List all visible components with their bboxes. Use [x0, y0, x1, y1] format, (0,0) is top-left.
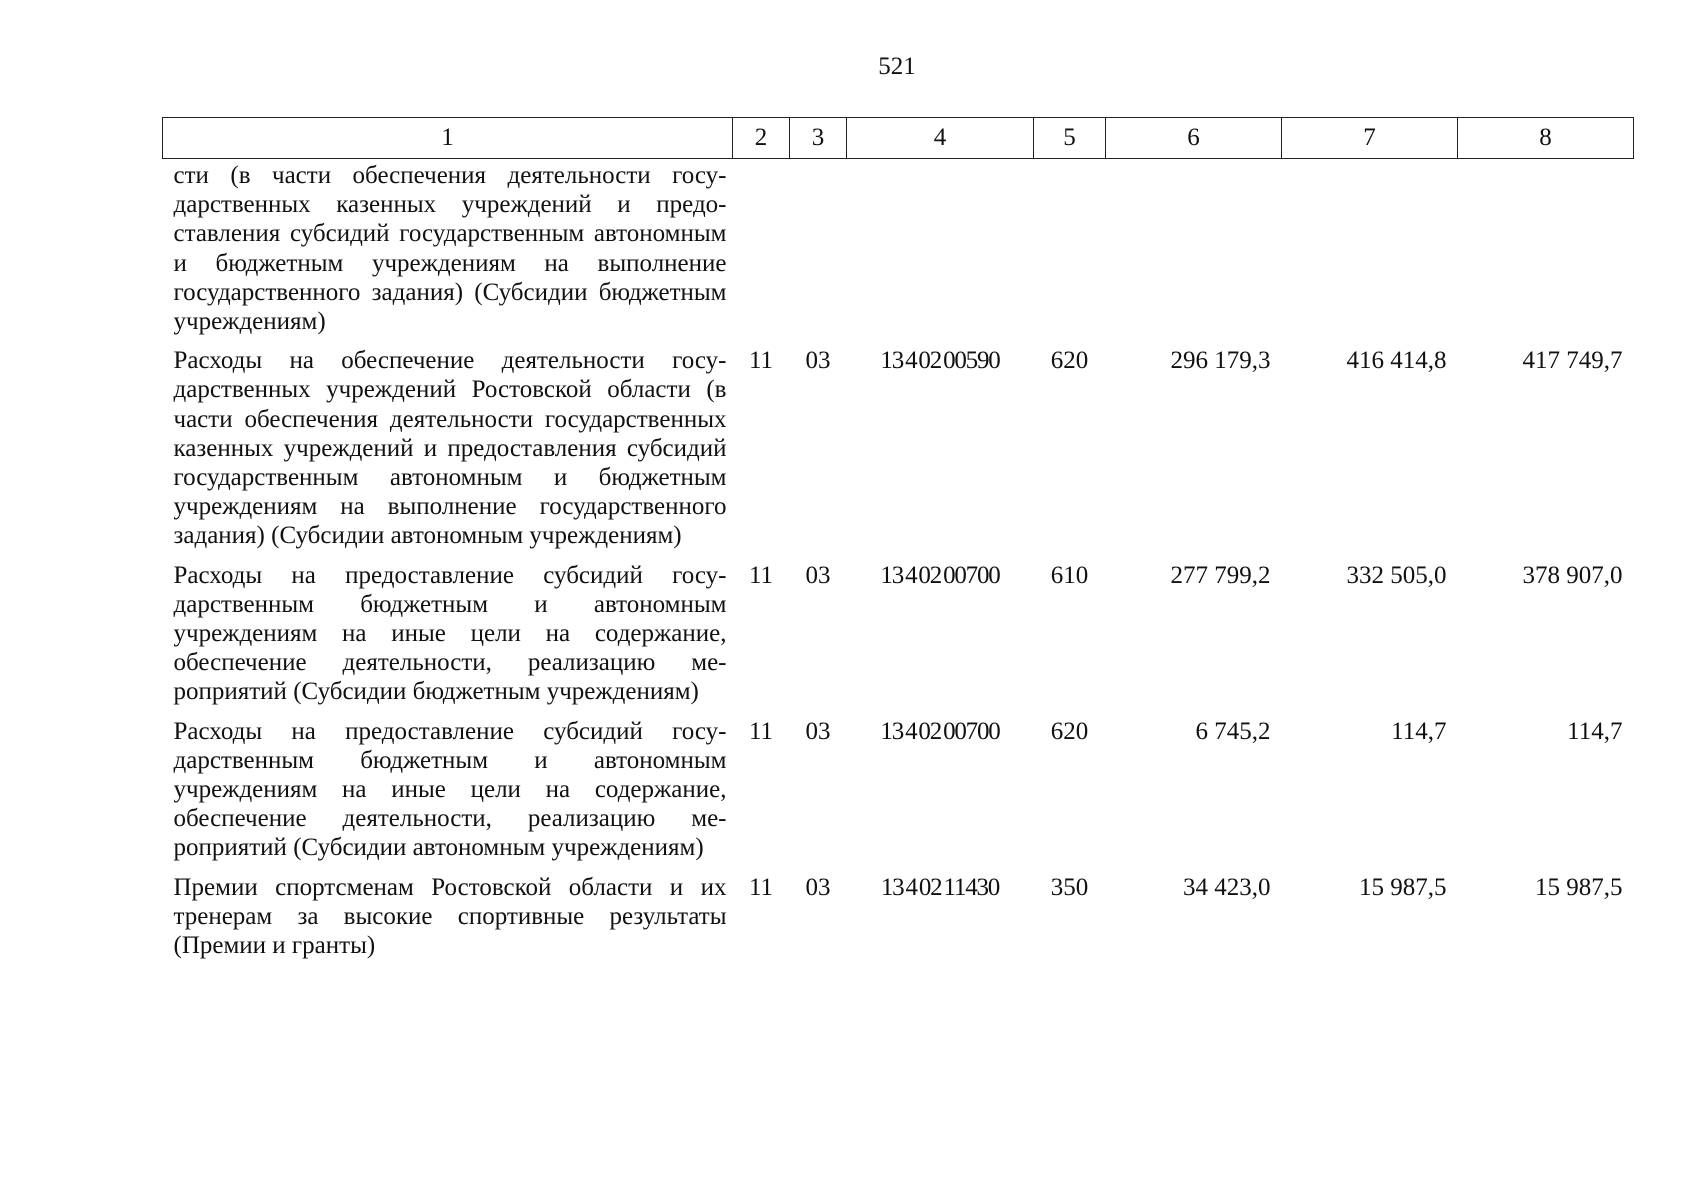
- row-expense-type: 620: [1050, 717, 1089, 745]
- column-header-7: 7: [1282, 118, 1458, 159]
- row-value-7: 416 414,8: [1346, 347, 1447, 375]
- row-target-article: 13 4 02 00700: [880, 717, 1000, 745]
- row-value-8: 114,7: [1567, 717, 1623, 745]
- column-header-6: 6: [1106, 118, 1282, 159]
- row-value-6: 277 799,2: [1170, 561, 1271, 589]
- row-target-article: 13 4 02 00590: [880, 347, 1000, 375]
- row-description: Премии спортсменам Ростовской области и их тренерам за высокие спортивные результаты (Премии и гранты): [173, 873, 727, 960]
- row-description: Расходы на обеспечение деятельности государственных учреждений Ростовской области (в части обеспечения деятельности государственных казенных учреждений и предоставления субсидий государственным автономным и бюджетным учреждениям на выполнение государственного задания) (Субсидии автономным учреждениям): [173, 347, 727, 550]
- row-description: Расходы на предоставление субсидий государственным бюджетным и автономным учреждениям на иные цели на содержание, обеспечение деятельности, реализацию мероприятий (Субсидии автономным учреждениям): [173, 717, 727, 862]
- row-subsection: 03: [805, 873, 831, 901]
- row-value-6: 34 423,0: [1183, 873, 1271, 901]
- row-section: 11: [748, 561, 774, 589]
- row-target-article: 13 4 02 11430: [880, 873, 1000, 901]
- table-body: [163, 159, 1634, 961]
- column-header-5: 5: [1034, 118, 1106, 159]
- table-row: [163, 707, 1634, 863]
- row-value-6: 296 179,3: [1170, 347, 1271, 375]
- row-subsection: 03: [805, 717, 831, 745]
- row-value-6: 6 745,2: [1195, 717, 1271, 745]
- row-subsection: 03: [805, 347, 831, 375]
- page-number: 521: [878, 53, 916, 80]
- column-header-4: 4: [847, 118, 1034, 159]
- table-row: [163, 336, 1634, 550]
- column-header-1: 1: [163, 118, 733, 159]
- row-value-7: 15 987,5: [1359, 873, 1447, 901]
- table-header: [163, 118, 1634, 159]
- row-expense-type: 620: [1050, 347, 1089, 375]
- row-section: 11: [748, 873, 774, 901]
- row-section: 11: [748, 347, 774, 375]
- row-expense-type: 350: [1050, 873, 1089, 901]
- table-row: [163, 551, 1634, 707]
- row-value-7: 114,7: [1391, 717, 1447, 745]
- row-target-article: 13 4 02 00700: [880, 561, 1000, 589]
- table-row: [163, 863, 1634, 961]
- row-section: 11: [748, 717, 774, 745]
- budget-table: [162, 117, 1634, 960]
- row-expense-type: 610: [1050, 561, 1089, 589]
- row-subsection: 03: [805, 561, 831, 589]
- row-value-8: 378 907,0: [1522, 561, 1623, 589]
- row-value-8: 417 749,7: [1522, 347, 1623, 375]
- row-value-7: 332 505,0: [1346, 561, 1447, 589]
- column-header-2: 2: [733, 118, 790, 159]
- column-header-8: 8: [1458, 118, 1634, 159]
- row-value-8: 15 987,5: [1535, 873, 1623, 901]
- row-description: Расходы на предоставление субсидий государственным бюджетным и автономным учреждениям на иные цели на содержание, обеспечение деятельности, реализацию мероприятий (Субсидии бюджетным учреждениям): [173, 561, 727, 706]
- header-row: [163, 118, 1634, 159]
- continuation-description: сти (в части обеспечения деятельности государственных казенных учреждений и предоставления субсидий государственным автономным и бюджетным учреждениям на выполнение государственного задания) (Субсидии бюджетным учреждениям): [173, 162, 727, 336]
- column-header-3: 3: [790, 118, 847, 159]
- continuation-row: [163, 159, 1634, 337]
